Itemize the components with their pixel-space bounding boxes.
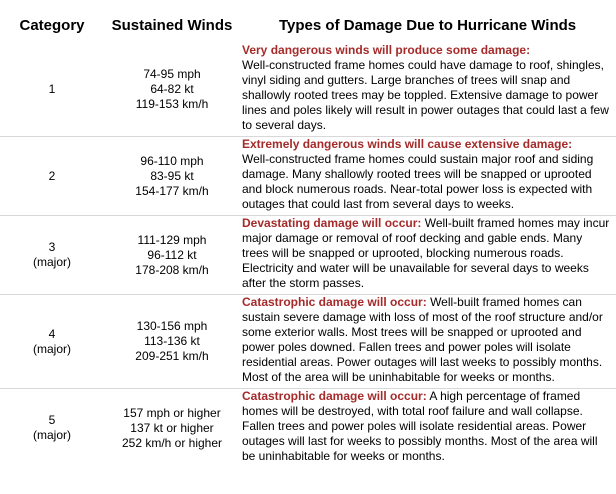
category-cell xyxy=(0,389,104,468)
winds-kmh: 178-208 km/h xyxy=(135,262,209,277)
winds-mph: 111-129 mph xyxy=(137,232,207,247)
category-cell xyxy=(0,295,104,389)
damage-lead-text: Catastrophic damage will occur: xyxy=(242,389,427,403)
damage-description-cell xyxy=(240,295,616,389)
winds-cell xyxy=(104,137,240,216)
header-sustained-winds: Sustained Winds xyxy=(111,17,233,34)
winds-kmh: 119-153 km/h xyxy=(135,97,209,111)
category-major-label: (major) xyxy=(33,255,71,269)
damage-lead-text: Very dangerous winds will produce some damage: xyxy=(242,43,531,57)
category-cell xyxy=(0,216,104,295)
winds-cell xyxy=(104,295,240,389)
damage-lead-text: Extremely dangerous winds will cause extensive damage: xyxy=(242,137,573,151)
category-major-label: (major) xyxy=(33,428,71,442)
header-damage-types: Types of Damage Due to Hurricane Winds xyxy=(279,17,577,34)
winds-mph: 130-156 mph xyxy=(136,319,208,333)
winds-mph: 96-110 mph xyxy=(140,153,204,168)
winds-kt: 64-82 kt xyxy=(150,82,194,96)
category-number: 5 xyxy=(48,413,56,427)
damage-description-cell xyxy=(240,389,616,468)
category-cell xyxy=(0,137,104,216)
winds-kt: 113-136 kt xyxy=(144,334,200,348)
winds-cell xyxy=(104,43,240,137)
damage-body-text: A high percentage of framed homes will be destroyed, with total roof failure and wall collapse. Fallen trees and power poles will isolate residential areas. Power outages will last for weeks to possibly months. Most of the area will be uninhabitable for weeks or months. xyxy=(242,389,598,463)
damage-lead-text: Devastating damage will occur: xyxy=(242,216,422,230)
damage-body-text: Well-built framed homes may incur major damage or removal of roof decking and gable ends. Many trees will be snapped or uprooted, blocking numerous roads. Electricity and water will be unavailable for several days to weeks after the storm passes. xyxy=(242,216,610,290)
table-row xyxy=(0,43,616,137)
damage-description-cell xyxy=(240,216,616,295)
header-category: Category xyxy=(19,17,85,34)
category-cell xyxy=(0,43,104,137)
damage-description-cell xyxy=(240,137,616,216)
category-number: 3 xyxy=(48,240,56,254)
winds-kt: 96-112 kt xyxy=(147,247,197,262)
table-header-row xyxy=(0,0,616,43)
winds-kt: 137 kt or higher xyxy=(130,420,214,435)
damage-body-text: Well-constructed frame homes could have damage to roof, shingles, vinyl siding and gutters. Large branches of trees will snap and shallowly rooted trees may be toppled. Extensive damage to power lines and poles likely will result in power outages that could last a few to several days. xyxy=(242,58,609,132)
winds-cell xyxy=(104,389,240,468)
winds-mph: 157 mph or higher xyxy=(123,405,221,420)
category-number: 2 xyxy=(48,168,56,183)
table-row xyxy=(0,137,616,216)
winds-kmh: 252 km/h or higher xyxy=(121,435,223,450)
category-number: 4 xyxy=(48,326,56,341)
winds-cell xyxy=(104,216,240,295)
category-number: 1 xyxy=(48,82,56,96)
table-row xyxy=(0,216,616,295)
winds-kt: 83-95 kt xyxy=(150,168,194,183)
winds-kmh: 209-251 km/h xyxy=(135,349,209,363)
winds-kmh: 154-177 km/h xyxy=(135,183,209,198)
damage-body-text: Well-constructed frame homes could sustain major roof and siding damage. Many shallowly rooted trees will be snapped or uprooted and block numerous roads. Near-total power loss is expected with outages that could last from several days to weeks. xyxy=(242,152,594,211)
damage-description-cell xyxy=(240,43,616,137)
table-row xyxy=(0,295,616,389)
category-major-label: (major) xyxy=(33,341,71,356)
damage-lead-text: Catastrophic damage will occur: xyxy=(242,295,427,309)
table-row xyxy=(0,389,616,468)
winds-mph: 74-95 mph xyxy=(143,67,201,81)
damage-body-text: Well-built framed homes can sustain severe damage with loss of most of the roof structure and/or some exterior walls. Most trees will be snapped or uprooted and power poles downed. Fallen trees and power poles will isolate residential areas. Power outages will last weeks to possibly months. Most of the area will be uninhabitable for weeks or months. xyxy=(242,295,603,384)
